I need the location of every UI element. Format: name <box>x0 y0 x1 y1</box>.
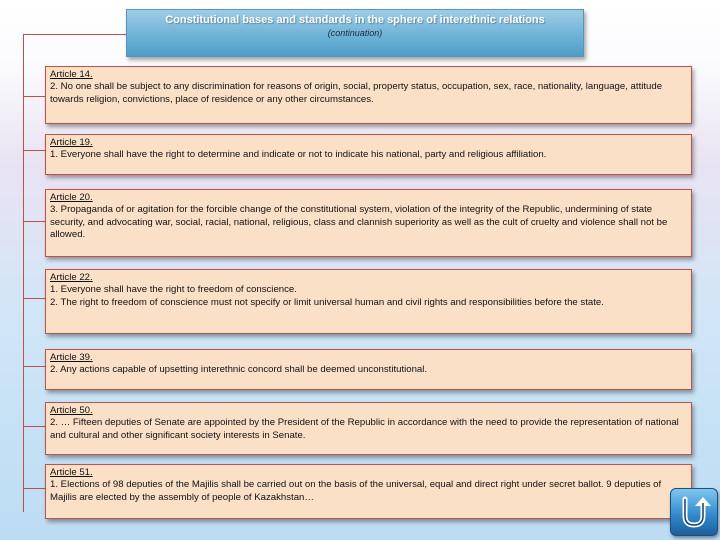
article-box <box>45 402 692 455</box>
article-title: Article 22. <box>50 272 93 283</box>
article-text: 2. The right to freedom of conscience must not specify or limit universal human and civil rights and responsibilities before the state. <box>50 296 604 308</box>
article-box <box>45 464 692 519</box>
article-text: 1. Everyone shall have the right to freedom of conscience. <box>50 284 297 296</box>
article-title: Article 20. <box>50 192 93 203</box>
slide-subtitle: (continuation) <box>327 28 383 38</box>
connector-tick <box>23 488 45 489</box>
connector-tick <box>23 150 45 151</box>
return-u-turn-icon[interactable] <box>670 488 718 536</box>
article-text: 2. … Fifteen deputies of Senate are appointed by the President of the Republic in accordance with the need to provide the representation of national and cultural and other significant society interests in Senate. <box>50 417 679 441</box>
article-title: Article 50. <box>50 405 93 416</box>
article-box <box>45 269 692 334</box>
article-box <box>45 66 692 124</box>
connector-tick <box>23 366 45 367</box>
slide-title: Constitutional bases and standards in the sphere of interethnic relations <box>165 14 545 26</box>
article-text: 3. Propaganda of or agitation for the forcible change of the constitutional system, violation of the integrity of the Republic, undermining of state security, and advocating war, social, racial, national, religious, class and clannish superiority as well as the cult of cruelty and violence shall not be allowed. <box>50 204 668 241</box>
article-title: Article 14. <box>50 69 93 80</box>
article-title: Article 39. <box>50 352 93 363</box>
article-text: 1. Everyone shall have the right to determine and indicate or not to indicate his national, party and religious affiliation. <box>50 149 547 161</box>
connector-line <box>23 34 126 35</box>
article-box <box>45 189 692 257</box>
article-title: Article 51. <box>50 467 93 478</box>
connector-tick <box>23 298 45 299</box>
article-text: 2. Any actions capable of upsetting interethnic concord shall be deemed unconstitutional. <box>50 364 428 376</box>
connector-line <box>23 34 24 512</box>
connector-tick <box>23 96 45 97</box>
connector-tick <box>23 221 45 222</box>
article-text: 2. No one shall be subject to any discrimination for reasons of origin, social, property status, occupation, sex, race, nationality, language, attitude towards religion, convictions, place of residence or any other circumstances. <box>50 81 663 105</box>
article-text: 1. Elections of 98 deputies of the Majilis shall be carried out on the basis of the universal, equal and direct right under secret ballot. 9 deputies of Majilis are elected by the assembly of people of Kazakhstan… <box>50 479 662 503</box>
article-box <box>45 134 692 175</box>
article-title: Article 19. <box>50 137 93 148</box>
connector-tick <box>23 426 45 427</box>
slide-title-box <box>126 9 584 57</box>
article-box <box>45 349 692 390</box>
